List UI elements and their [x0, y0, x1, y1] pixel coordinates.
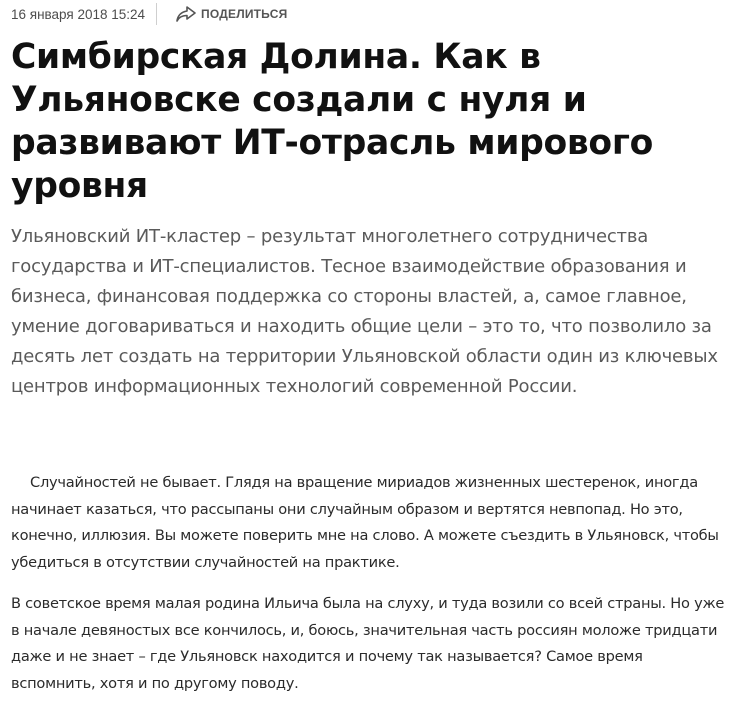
meta-divider	[156, 3, 157, 25]
share-label: ПОДЕЛИТЬСЯ	[201, 7, 288, 21]
article-title: Симбирская Долина. Как в Ульяновске создали с нуля и развивают ИТ-отрасль мирового уровня	[11, 37, 653, 206]
publish-date: 16 января 2018 15:24	[11, 6, 146, 22]
article-lead: Ульяновский ИТ-кластер – результат многолетнего сотрудничества государства и ИТ-специалистов. Тесное взаимодействие образования и бизнеса, финансовая поддержка со стороны властей, а, самое главное, умение договариваться и находить общие цели – это то, что позволило за десять лет создать на территории Ульяновской области один из ключевых центров информационных технологий современной России.	[11, 226, 718, 397]
share-icon	[176, 6, 196, 22]
article-meta	[11, 4, 287, 24]
article-paragraph: В советское время малая родина Ильича была на слуху, и туда возили со всей страны. Но уже в начале девяностых все кончилось, и, боюсь, значительная часть россиян моложе тридцати даже и не знает – где Ульяновск находится и почему так называется? Самое время вспомнить, хотя и по другому поводу.	[11, 595, 725, 692]
share-button[interactable]	[176, 6, 287, 22]
article-paragraph: Случайностей не бывает. Глядя на вращение мириадов жизненных шестеренок, иногда начинает казаться, что рассыпаны они случайным образом и вертятся невпопад. Но это, конечно, иллюзия. Вы можете поверить мне на слово. А можете съездить в Ульяновск, чтобы убедиться в отсутствии случайностей на практике.	[11, 474, 719, 571]
